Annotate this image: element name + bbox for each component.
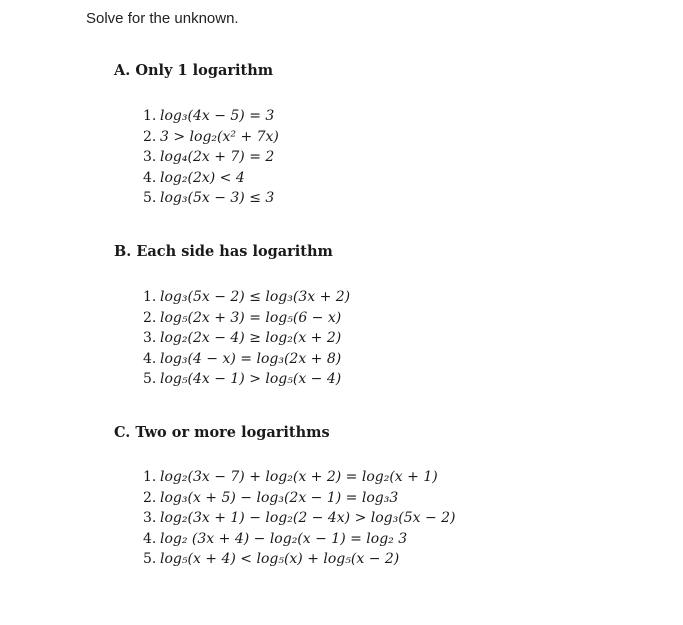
problem-number: 5. xyxy=(143,190,157,206)
problem-number: 4. xyxy=(143,350,157,367)
problem-expression: log₃(4x − 5) = 3 xyxy=(160,108,275,124)
problem-number: 1. xyxy=(143,469,157,485)
problem-number: 2. xyxy=(143,309,157,326)
problem-expression: log₅(2x + 3) = log₅(6 − x) xyxy=(160,309,342,326)
problem-number: 3. xyxy=(143,149,157,165)
problem-c1 xyxy=(143,467,456,488)
problem-expression: log₂(2x − 4) ≥ log₂(x + 2) xyxy=(160,330,342,346)
problem-b5 xyxy=(143,369,350,390)
section-c-problem-list xyxy=(143,467,456,570)
problem-number: 4. xyxy=(143,169,157,186)
instruction-text: Solve for the unknown. xyxy=(86,10,239,27)
problem-expression: log₅(x + 4) < log₅(x) + log₅(x − 2) xyxy=(160,551,400,567)
problem-a1 xyxy=(143,106,279,127)
problem-expression: log₃(5x − 3) ≤ 3 xyxy=(160,190,275,206)
problem-expression: log₂ (3x + 4) − log₂(x − 1) = log₂ 3 xyxy=(160,530,408,547)
problem-expression: log₃(5x − 2) ≤ log₃(3x + 2) xyxy=(160,289,351,305)
section-b-heading: B. Each side has logarithm xyxy=(114,243,333,260)
problem-expression: log₃(x + 5) − log₃(2x − 1) = log₃3 xyxy=(160,489,399,506)
problem-a2 xyxy=(143,127,279,148)
problem-b2 xyxy=(143,308,350,329)
problem-number: 2. xyxy=(143,128,157,145)
problem-expression: log₄(2x + 7) = 2 xyxy=(160,149,275,165)
problem-number: 5. xyxy=(143,551,157,567)
problem-number: 1. xyxy=(143,289,157,305)
problem-b4 xyxy=(143,349,350,370)
problem-expression: 3 > log₂(x² + 7x) xyxy=(160,128,279,145)
problem-c4 xyxy=(143,529,456,550)
problem-number: 3. xyxy=(143,330,157,346)
problem-c2 xyxy=(143,488,456,509)
section-a-heading: A. Only 1 logarithm xyxy=(114,62,274,79)
problem-b3 xyxy=(143,328,350,349)
problem-number: 2. xyxy=(143,489,157,506)
problem-b1 xyxy=(143,287,350,308)
problem-number: 1. xyxy=(143,108,157,124)
problem-expression: log₂(2x) < 4 xyxy=(160,169,245,186)
problem-expression: log₂(3x − 7) + log₂(x + 2) = log₂(x + 1) xyxy=(160,469,438,485)
problem-number: 5. xyxy=(143,371,157,387)
problem-number: 3. xyxy=(143,510,157,526)
problem-number: 4. xyxy=(143,530,157,547)
problem-a5 xyxy=(143,188,279,209)
problem-expression: log₃(4 − x) = log₃(2x + 8) xyxy=(160,350,342,367)
section-a-problem-list xyxy=(143,106,279,209)
problem-c5 xyxy=(143,549,456,570)
problem-expression: log₅(4x − 1) > log₅(x − 4) xyxy=(160,371,342,387)
problem-expression: log₂(3x + 1) − log₂(2 − 4x) > log₃(5x − 2) xyxy=(160,510,456,526)
section-b-problem-list xyxy=(143,287,350,390)
problem-a4 xyxy=(143,168,279,189)
problem-a3 xyxy=(143,147,279,168)
section-c-heading: C. Two or more logarithms xyxy=(114,424,330,441)
problem-c3 xyxy=(143,508,456,529)
